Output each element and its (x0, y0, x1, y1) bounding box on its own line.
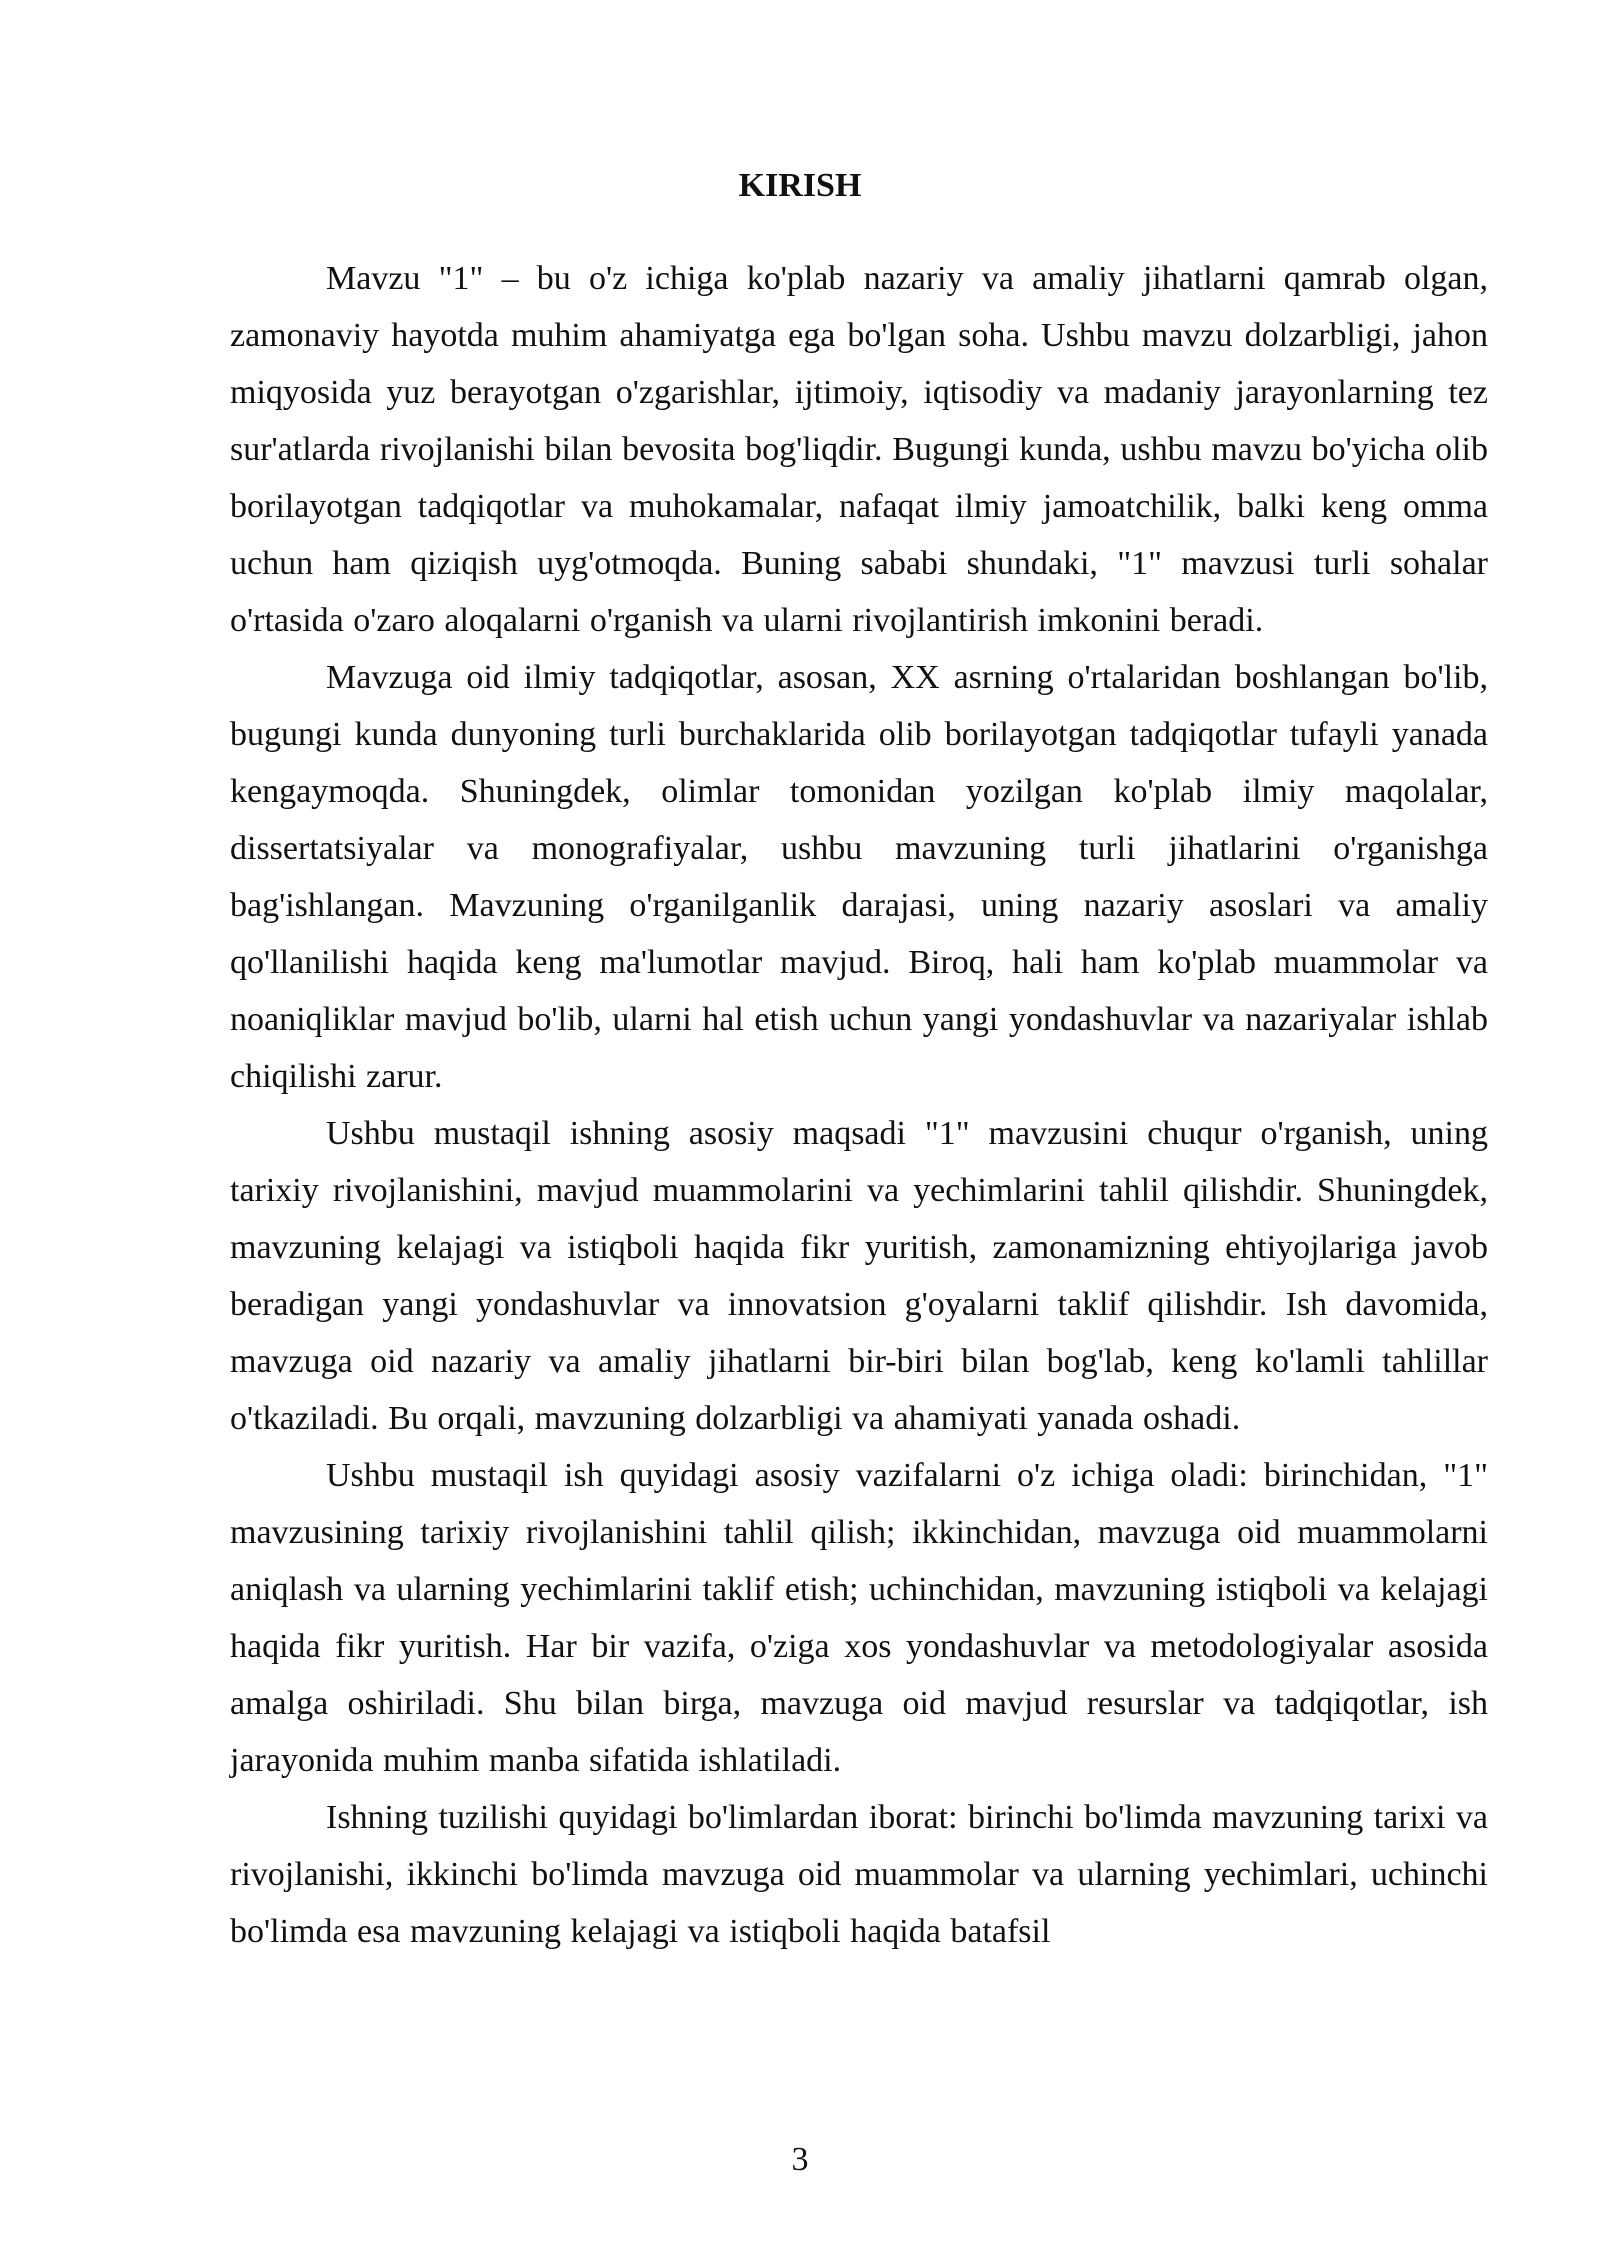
paragraph-5: Ishning tuzilishi quyidagi bo'limlardan iborat: birinchi bo'limda mavzuning tarixi va rivojlanishi, ikkinchi bo'limda mavzuga oid muammolar va ularning yechimlari, uchinchi bo'limda esa mavzuning kelajagi va istiqboli haqida batafsil (230, 1799, 1488, 1950)
body-text (230, 250, 1488, 1960)
paragraph-2: Mavzuga oid ilmiy tadqiqotlar, asosan, XX asrning o'rtalaridan boshlangan bo'lib, bugungi kunda dunyoning turli burchaklarida olib borilayotgan tadqiqotlar tufayli yanada kengaymoqda. Shuningdek, olimlar tomonidan yozilgan ko'plab ilmiy maqolalar, dissertatsiyalar va monografiyalar, ushbu mavzuning turli jihatlarini o'rganishga bag'ishlangan. Mavzuning o'rganilganlik darajasi, uning nazariy asoslari va amaliy qo'llanilishi haqida keng ma'lumotlar mavjud. Biroq, hali ham ko'plab muammolar va noaniqliklar mavjud bo'lib, ularni hal etish uchun yangi yondashuvlar va nazariyalar ishlab chiqilishi zarur. (230, 659, 1488, 1095)
page-title: KIRISH (738, 167, 862, 204)
paragraph-3: Ushbu mustaqil ishning asosiy maqsadi "1" mavzusini chuqur o'rganish, uning tarixiy rivojlanishini, mavjud muammolarini va yechimlarini tahlil qilishdir. Shuningdek, mavzuning kelajagi va istiqboli haqida fikr yuritish, zamonamizning ehtiyojlariga javob beradigan yangi yondashuvlar va innovatsion g'oyalarni taklif qilishdir. Ish davomida, mavzuga oid nazariy va amaliy jihatlarni bir-biri bilan bog'lab, keng ko'lamli tahlillar o'tkaziladi. Bu orqali, mavzuning dolzarbligi va ahamiyati yanada oshadi. (230, 1115, 1488, 1437)
paragraph-4: Ushbu mustaqil ish quyidagi asosiy vazifalarni o'z ichiga oladi: birinchidan, "1" mavzusining tarixiy rivojlanishini tahlil qilish; ikkinchidan, mavzuga oid muammolarni aniqlash va ularning yechimlarini taklif etish; uchinchidan, mavzuning istiqboli va kelajagi haqida fikr yuritish. Har bir vazifa, o'ziga xos yondashuvlar va metodologiyalar asosida amalga oshiriladi. Shu bilan birga, mavzuga oid mavjud resurslar va tadqiqotlar, ish jarayonida muhim manba sifatida ishlatiladi. (230, 1457, 1488, 1779)
paragraph-1: Mavzu "1" – bu o'z ichiga ko'plab nazariy va amaliy jihatlarni qamrab olgan, zamonaviy hayotda muhim ahamiyatga ega bo'lgan soha. Ushbu mavzu dolzarbligi, jahon miqyosida yuz berayotgan o'zgarishlar, ijtimoiy, iqtisodiy va madaniy jarayonlarning tez sur'atlarda rivojlanishi bilan bevosita bog'liqdir. Bugungi kunda, ushbu mavzu bo'yicha olib borilayotgan tadqiqotlar va muhokamalar, nafaqat ilmiy jamoatchilik, balki keng omma uchun ham qiziqish uyg'otmoqda. Buning sababi shundaki, "1" mavzusi turli sohalar o'rtasida o'zaro aloqalarni o'rganish va ularni rivojlantirish imkonini beradi. (230, 260, 1488, 639)
page-number: 3 (791, 2141, 809, 2178)
